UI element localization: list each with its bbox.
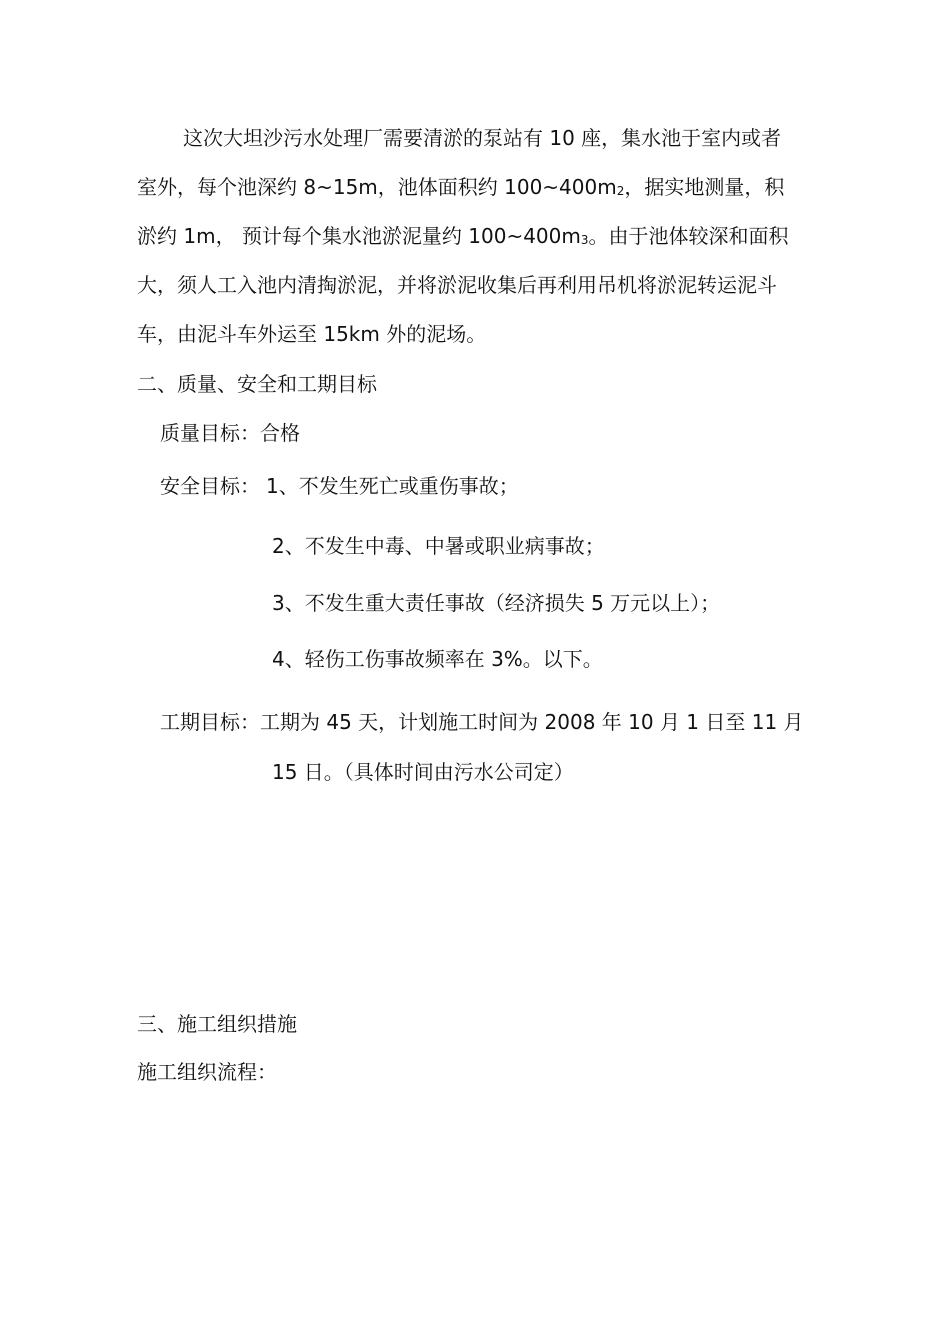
intro-line-3-text-a: 淤约 1m， 预计每个集水池淤泥量约 100~400m bbox=[137, 224, 581, 248]
intro-line-2-text-b: ，据实地测量，积 bbox=[624, 175, 785, 199]
schedule-goal-line-1: 工期目标：工期为 45 天，计划施工时间为 2008 年 10 月 1 日至 11 月 bbox=[160, 710, 804, 734]
section-3-heading: 三、施工组织措施 bbox=[137, 1012, 297, 1036]
construction-flow-label: 施工组织流程： bbox=[137, 1060, 277, 1084]
intro-line-3 bbox=[137, 223, 789, 253]
safety-goal-item-3: 3、不发生重大责任事故（经济损失 5 万元以上）； bbox=[272, 591, 721, 615]
section-2-heading: 二、质量、安全和工期目标 bbox=[137, 372, 377, 396]
cubic-meter-superscript: 3 bbox=[580, 233, 589, 247]
square-meter-superscript: 2 bbox=[616, 184, 625, 198]
schedule-goal-line-2: 15 日。（具体时间由污水公司定） bbox=[272, 760, 574, 784]
safety-goal-label: 安全目标： bbox=[160, 474, 260, 498]
safety-goal-item-1: 1、不发生死亡或重伤事故； bbox=[266, 474, 519, 498]
intro-line-3-text-b: 。由于池体较深和面积 bbox=[588, 224, 789, 248]
safety-goal-item-4: 4、轻伤工伤事故频率在 3%。以下。 bbox=[272, 647, 603, 671]
intro-line-2-text-a: 室外，每个池深约 8~15m，池体面积约 100~400m bbox=[137, 175, 617, 199]
safety-goal-item-2: 2、不发生中毒、中暑或职业病事故； bbox=[272, 534, 605, 558]
intro-line-1: 这次大坦沙污水处理厂需要清淤的泵站有 10 座，集水池于室内或者 bbox=[183, 126, 782, 150]
quality-goal: 质量目标：合格 bbox=[160, 421, 300, 445]
intro-line-5: 车，由泥斗车外运至 15km 外的泥场。 bbox=[137, 322, 487, 346]
intro-line-4: 大，须人工入池内清掏淤泥，并将淤泥收集后再利用吊机将淤泥转运泥斗 bbox=[137, 273, 777, 297]
intro-line-2 bbox=[137, 174, 784, 204]
